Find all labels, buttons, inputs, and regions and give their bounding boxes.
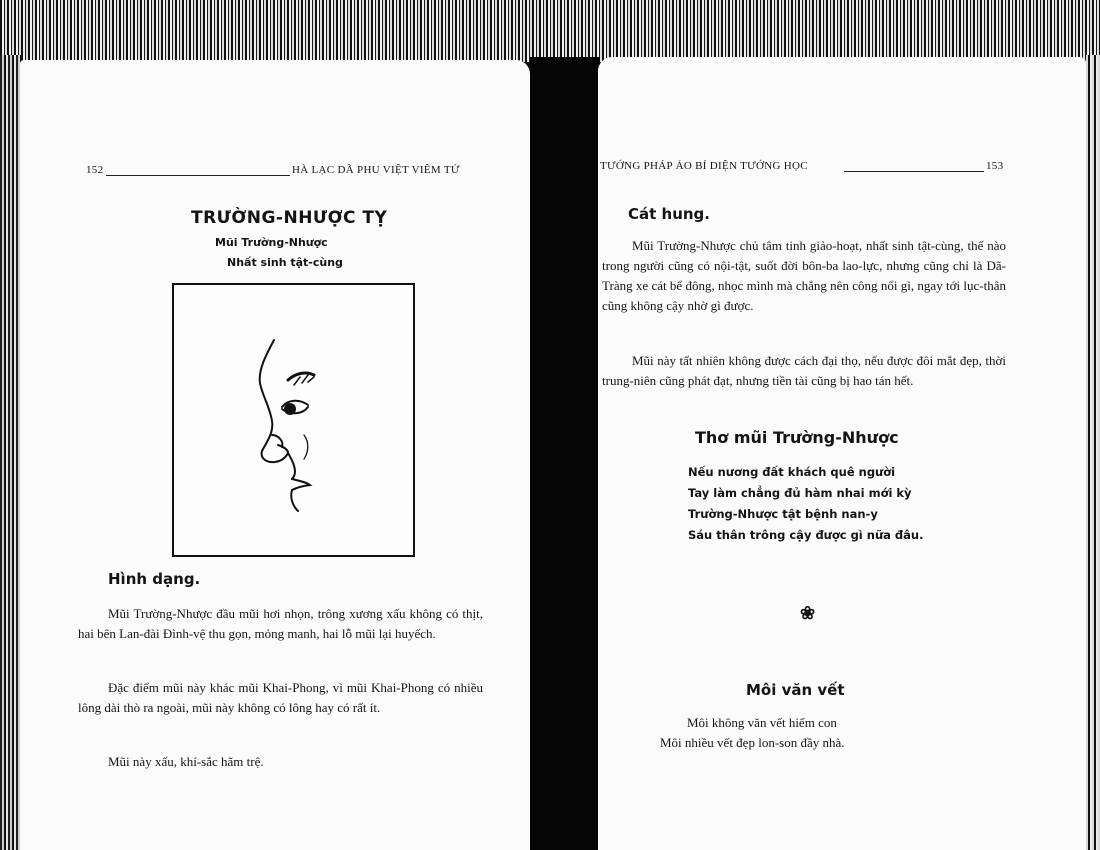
nose-illustration-frame <box>172 283 415 557</box>
shape-paragraph-2: Đặc điểm mũi này khác mũi Khai-Phong, vì mũi Khai-Phong có nhiều lông dài thò ra ngoài, mũi này không có lông hay có rất ít. <box>78 680 483 715</box>
left-binding-edge <box>0 55 22 850</box>
poem-title: Thơ mũi Trường-Nhược <box>695 428 899 447</box>
lip-verse-line-1: Môi không văn vết hiếm con <box>687 715 837 730</box>
poem-line-2: Tay làm chẳng đủ hàm nhai mới kỳ <box>688 486 912 500</box>
fortune-section-heading: Cát hung. <box>628 205 710 223</box>
right-page-number: 153 <box>986 160 1004 172</box>
face-profile-icon <box>174 285 412 554</box>
fortune-paragraph-2: Mũi này tất nhiên không được cách đại thọ, nếu được đôi mắt đẹp, thời trung-niên cũng phát đạt, nhưng tiền tài cũng bị hao tán hết. <box>602 353 1006 388</box>
poem-line-4: Sáu thân trông cậy được gì nữa đâu. <box>688 528 924 542</box>
book-gutter <box>530 57 600 850</box>
left-header-rule <box>106 175 290 176</box>
left-page-number: 152 <box>86 164 104 176</box>
shape-section-heading: Hình dạng. <box>108 570 201 588</box>
shape-paragraph-1: Mũi Trường-Nhược đầu mũi hơi nhọn, trông xương xấu không có thịt, hai bên Lan-đài Đình-vệ thu gọn, mỏng manh, hai lỗ mũi lại huyếch. <box>78 606 483 641</box>
right-header-rule <box>844 171 984 172</box>
chapter-subtitle-2: Nhất sinh tật-cùng <box>227 256 343 269</box>
chapter-subtitle-1: Mũi Trường-Nhược <box>215 236 328 249</box>
lip-section-heading: Môi văn vết <box>746 681 845 699</box>
fortune-paragraph-1: Mũi Trường-Nhược chủ tâm tinh giảo-hoạt, nhất sinh tật-cùng, thế nào trong người cũng có nội-tật, suốt đời bôn-ba lao-lực, nhưng cũng chỉ là Dã-Tràng xe cát bể đông, nhọc mình mà chẳng nên công nổi gì, ngay tới lục-thân cũng không cậy nhờ gì được. <box>602 238 1006 313</box>
lip-verse-line-2: Môi nhiều vết đẹp lon-son đầy nhà. <box>660 735 845 750</box>
ornament-icon: ❀ <box>800 603 816 623</box>
right-page <box>598 57 1086 850</box>
chapter-title: TRƯỜNG-NHƯỢC TỴ <box>191 208 388 228</box>
eye-pupil <box>284 403 296 415</box>
right-running-header: TƯỚNG PHÁP ẢO BÍ DIỆN TƯỚNG HỌC <box>600 160 808 172</box>
shape-paragraph-3: Mũi này xấu, khí-sắc hãm trệ. <box>108 754 264 769</box>
poem-line-1: Nếu nương đất khách quê người <box>688 465 896 479</box>
poem-line-3: Trường-Nhược tật bệnh nan-y <box>688 507 878 521</box>
right-binding-edge <box>1086 55 1100 850</box>
left-running-header: HÀ LẠC DÃ PHU VIỆT VIÊM TỬ <box>292 164 460 176</box>
scan-edge-stripes <box>0 0 1100 62</box>
